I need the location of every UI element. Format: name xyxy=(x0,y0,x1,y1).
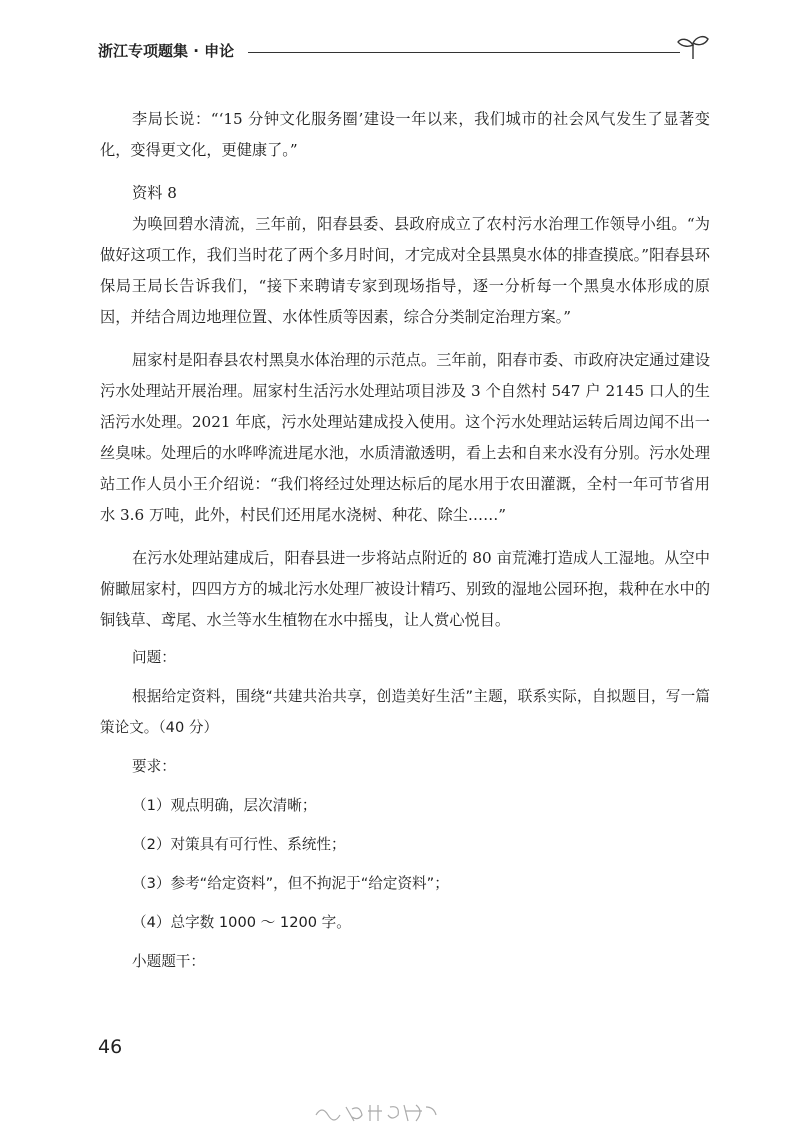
running-header xyxy=(98,38,710,66)
header-rule xyxy=(248,52,680,53)
requirement-item: （4）总字数 1000 ～ 1200 字。 xyxy=(132,914,351,931)
page-body xyxy=(100,104,710,977)
sprout-icon xyxy=(676,34,710,60)
requirements-label: 要求： xyxy=(132,758,176,775)
material-paragraph: 在污水处理站建成后，阳春县进一步将站点附近的 80 亩荒滩打造成人工湿地。从空中俯瞰屈家村，四四方方的城北污水处理厂被设计精巧、别致的湿地公园环抱，栽种在水中的铜钱草、鸢尾、水兰等水生植物在水中摇曳，让人赏心悦目。 xyxy=(100,549,710,629)
material-paragraph: 屈家村是阳春县农村黑臭水体治理的示范点。三年前，阳春市委、市政府决定通过建设污水处理站开展治理。屈家村生活污水处理站项目涉及 3 个自然村 547 户 2145 口人的生活污水处理。2021 年底，污水处理站建成投入使用。这个污水处理站运转后周边闻不出一丝臭味。处理后的水哗哗流进尾水池，水质清澈透明，看上去和自来水没有分别。污水处理站工作人员小王介绍说：“我们将经过处理达标后的尾水用于农田灌溉，全村一年可节省用水 3.6 万吨，此外，村民们还用尾水浇树、种花、除尘……” xyxy=(100,351,710,524)
question-label: 问题： xyxy=(132,649,176,666)
book-title: 浙江专项题集 · 申论 xyxy=(98,42,235,60)
quote-paragraph: 李局长说：“‘15 分钟文化服务圈’建设一年以来，我们城市的社会风气发生了显著变化，变得更文化，更健康了。” xyxy=(100,110,710,159)
material-heading: 资料 8 xyxy=(132,184,177,202)
sub-question-label: 小题题干： xyxy=(132,953,205,970)
watermark-stamp xyxy=(312,1097,442,1125)
requirement-item: （1）观点明确，层次清晰； xyxy=(132,797,317,814)
question-body: 根据给定资料，围绕“共建共治共享，创造美好生活”主题，联系实际，自拟题目，写一篇策论文。（40 分） xyxy=(100,688,710,736)
material-paragraph: 为唤回碧水清流，三年前，阳春县委、县政府成立了农村污水治理工作领导小组。“为做好这项工作，我们当时花了两个多月时间，才完成对全县黑臭水体的排查摸底。”阳春县环保局王局长告诉我们，“接下来聘请专家到现场指导，逐一分析每一个黑臭水体形成的原因，并结合周边地理位置、水体性质等因素，综合分类制定治理方案。” xyxy=(100,215,710,326)
requirement-item: （3）参考“给定资料”，但不拘泥于“给定资料”； xyxy=(132,875,449,892)
page-number: 46 xyxy=(98,1036,123,1058)
requirement-item: （2）对策具有可行性、系统性； xyxy=(132,836,346,853)
